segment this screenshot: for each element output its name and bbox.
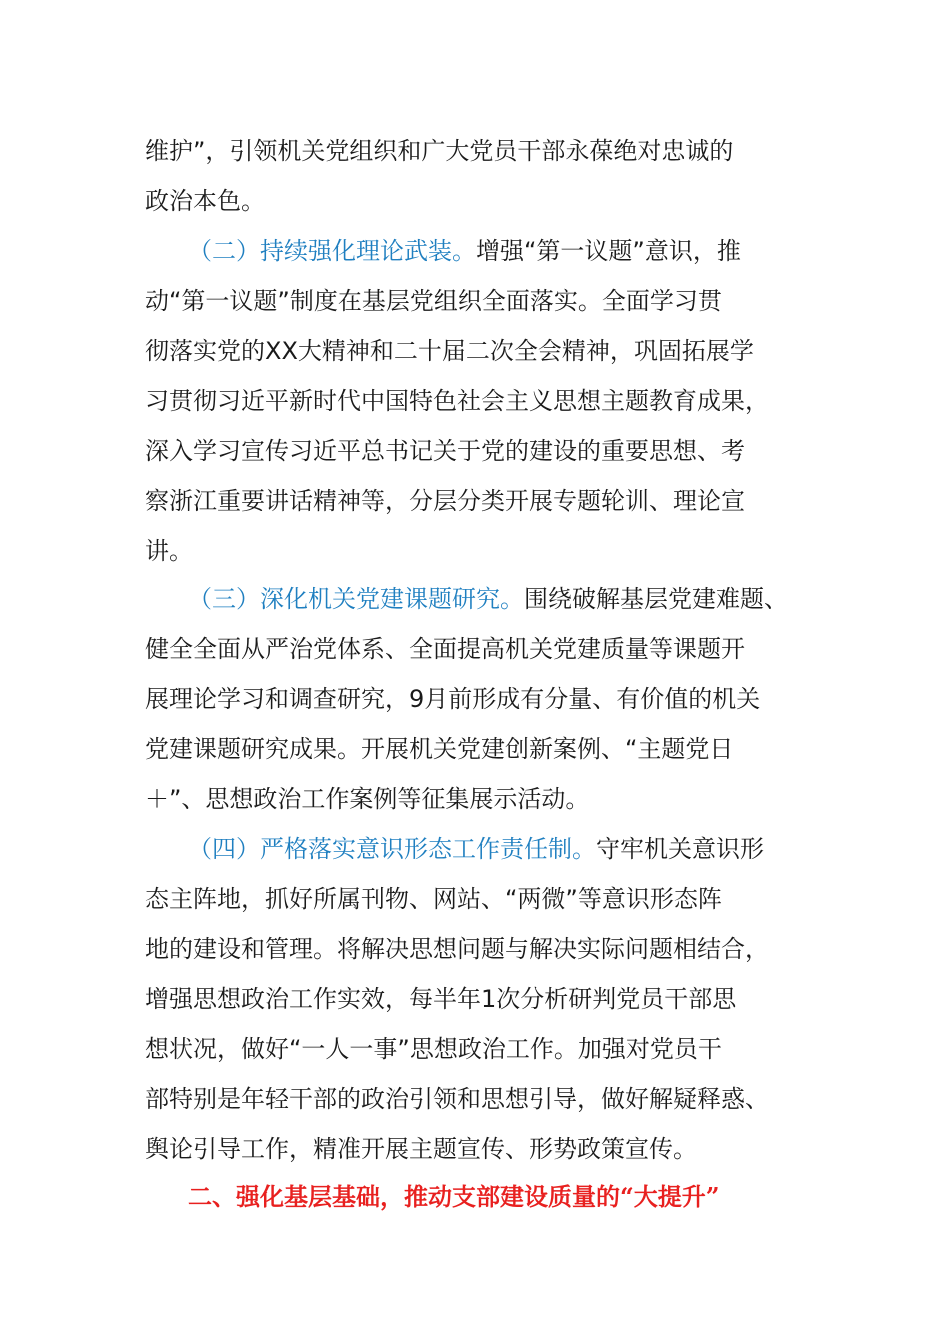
- paragraph-4-line-5: 想状况，做好“一人一事”思想政治工作。加强对党员干: [145, 1035, 722, 1063]
- paragraph-2-line-5: 深入学习宣传习近平总书记关于党的建设的重要思想、考: [145, 437, 745, 465]
- paragraph-3-first-line: [188, 584, 788, 614]
- paragraph-3-line-5: ＋”、思想政治工作案例等征集展示活动。: [145, 785, 590, 813]
- paragraph-4-line-2: 态主阵地，抓好所属刊物、网站、“两微”等意识形态阵: [145, 885, 722, 913]
- paragraph-4-line-3: 地的建设和管理。将解决思想问题与解决实际问题相结合，: [145, 935, 769, 963]
- paragraph-1-line-1: 维护”，引领机关党组织和广大党员干部永葆绝对忠诚的: [145, 137, 734, 165]
- paragraph-2-line-4: 习贯彻习近平新时代中国特色社会主义思想主题教育成果，: [145, 387, 769, 415]
- paragraph-4-first-line-text: 守牢机关意识形: [596, 835, 764, 863]
- paragraph-1-line-2: 政治本色。: [145, 187, 265, 215]
- paragraph-2-line-7: 讲。: [145, 537, 193, 565]
- paragraph-2-line-6: 察浙江重要讲话精神等，分层分类开展专题轮训、理论宣: [145, 487, 745, 515]
- paragraph-3-first-line-text: 围绕破解基层党建难题、: [524, 585, 788, 613]
- paragraph-2-line-2: 动“第一议题”制度在基层党组织全面落实。全面学习贯: [145, 287, 722, 315]
- paragraph-3-line-2: 健全全面从严治党体系、全面提高机关党建质量等课题开: [145, 635, 745, 663]
- subheading-4: （四）严格落实意识形态工作责任制。: [188, 835, 596, 863]
- paragraph-2-first-line: [188, 236, 741, 266]
- paragraph-2-first-line-text: 增强“第一议题”意识，推: [476, 237, 741, 265]
- paragraph-4-line-4: 增强思想政治工作实效，每半年1次分析研判党员干部思: [145, 985, 737, 1013]
- subheading-3: （三）深化机关党建课题研究。: [188, 585, 524, 613]
- paragraph-3-line-4: 党建课题研究成果。开展机关党建创新案例、“主题党日: [145, 735, 734, 763]
- paragraph-4-line-6: 部特别是年轻干部的政治引领和思想引导，做好解疑释惑、: [145, 1085, 769, 1113]
- paragraph-4-line-7: 舆论引导工作，精准开展主题宣传、形势政策宣传。: [145, 1135, 697, 1163]
- section-heading-2: 二、强化基层基础，推动支部建设质量的“大提升”: [188, 1182, 720, 1211]
- subheading-2: （二）持续强化理论武装。: [188, 237, 476, 265]
- paragraph-3-line-3: 展理论学习和调查研究，9月前形成有分量、有价值的机关: [145, 685, 761, 713]
- paragraph-4-first-line: [188, 834, 764, 864]
- paragraph-2-line-3: 彻落实党的XX大精神和二十届二次全会精神，巩固拓展学: [145, 337, 754, 365]
